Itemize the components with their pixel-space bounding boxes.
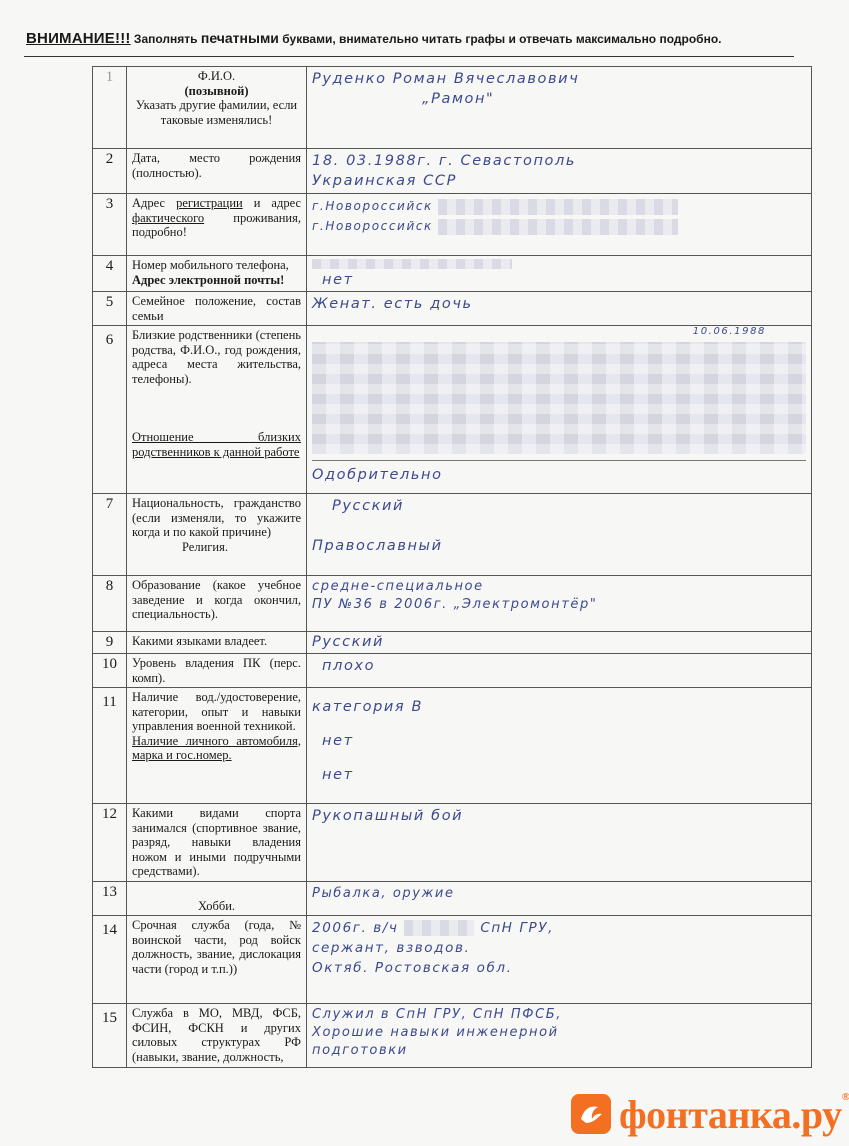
row-number: 3: [93, 194, 127, 256]
answer-line: Православный: [312, 538, 443, 554]
form-row: [93, 804, 812, 882]
label-line: Ф.И.О.: [197, 69, 236, 83]
row-answer: [307, 688, 812, 804]
row-label: [127, 194, 307, 256]
label-part: Адрес: [132, 196, 177, 210]
row-label: [127, 494, 307, 576]
answer-line: Руденко Роман Вячеславович: [312, 71, 580, 87]
answer-line: г.Новороссийск: [312, 219, 433, 233]
row-number: 5: [93, 292, 127, 326]
answer-line: 10.06.1988: [692, 326, 766, 337]
label-subline: Отношение близких родственников к данной работе: [132, 430, 301, 459]
answer-line: нет: [322, 272, 354, 288]
answer-line: ПУ №36 в 2006г. „Электромонтёр": [312, 597, 598, 612]
label-line: Указать другие фамилии, если таковые изменялись!: [135, 98, 298, 127]
form-row: [93, 882, 812, 916]
answer-line: Женат. есть дочь: [312, 296, 473, 312]
row-label: Семейное положение, состав семьи: [127, 292, 307, 326]
answer-line: Рукопашный бой: [312, 808, 464, 824]
attention-label: ВНИМАНИЕ!!!: [26, 30, 131, 47]
row-number: 11: [93, 688, 127, 804]
header-text-emphasis: печатными: [200, 30, 279, 46]
row-answer: [307, 916, 812, 1004]
answer-line: нет: [322, 733, 354, 749]
row-label: Какими языками владеет.: [127, 632, 307, 654]
label-line: Наличие личного автомобиля, марка и гос.номер.: [132, 733, 301, 762]
answer-line: Украинская ССР: [312, 173, 457, 189]
answer-line: нет: [322, 767, 354, 783]
row-number: 14: [93, 916, 127, 1004]
watermark-logo-text: [619, 1091, 849, 1138]
row-answer: [307, 654, 812, 688]
label-part: проживания, подробно!: [132, 210, 301, 239]
row-label: Какими видами спорта занимался (спортивное звание, разряд, навыки владения ножом и иными подручными средствами).: [127, 804, 307, 882]
form-row: [93, 632, 812, 654]
answer-line: Одобрительно: [312, 467, 443, 483]
logo-text: фонтанка.ру: [619, 1091, 842, 1137]
questionnaire-table: [92, 66, 812, 1068]
label-line: Близкие родственники (степень родства, Ф.И.О., год рождения, адреса места жительства, телефоны).: [132, 328, 301, 386]
form-row: [93, 916, 812, 1004]
form-row: [93, 194, 812, 256]
form-row: [93, 576, 812, 632]
row-number: 1: [93, 67, 127, 149]
fontanka-logo-icon: [571, 1094, 611, 1134]
answer-line: Служил в СпН ГРУ, СпН ПФСБ,: [312, 1007, 563, 1022]
form-row: [93, 1004, 812, 1068]
redacted-block: [438, 219, 678, 235]
header-rule: [24, 56, 794, 57]
header-text-1: Заполнять: [133, 32, 198, 46]
answer-line: категория В: [312, 699, 424, 715]
answer-line: средне-специальное: [312, 579, 484, 594]
row-number: 6: [93, 326, 127, 494]
row-number: 10: [93, 654, 127, 688]
answer-line: СпН ГРУ,: [480, 920, 555, 936]
form-row: [93, 149, 812, 194]
answer-line: Русский: [332, 498, 405, 514]
watermark-logo: [571, 1090, 849, 1138]
row-answer: [307, 1004, 812, 1068]
label-line: Наличие вод./удостоверение, категории, опыт и навыки управления военной техникой.: [132, 690, 301, 733]
row-number: 15: [93, 1004, 127, 1068]
row-answer: [307, 326, 812, 494]
row-answer: [307, 804, 812, 882]
row-number: 7: [93, 494, 127, 576]
header-text-2: буквами, внимательно читать графы и отвечать максимально подробно.: [282, 32, 722, 46]
answer-line: Рыбалка, оружие: [312, 886, 455, 901]
answer-line: сержант, взводов.: [312, 940, 471, 956]
form-row: [93, 654, 812, 688]
answer-line: подготовки: [312, 1043, 408, 1058]
form-row: [93, 688, 812, 804]
answer-line: плохо: [322, 658, 376, 674]
label-line: Адрес электронной почты!: [132, 272, 285, 287]
form-row: [93, 326, 812, 494]
row-answer: [307, 576, 812, 632]
row-label: Уровень владения ПК (перс. комп).: [127, 654, 307, 688]
row-answer: [307, 882, 812, 916]
form-row: [93, 494, 812, 576]
row-answer: [307, 194, 812, 256]
label-line: Религия.: [182, 539, 228, 554]
answer-line: Хорошие навыки инженерной: [312, 1025, 559, 1040]
redacted-block: [312, 259, 512, 269]
answer-line: 2006г. в/ч: [312, 920, 399, 936]
row-number: 8: [93, 576, 127, 632]
row-label: [127, 326, 307, 494]
row-number: 12: [93, 804, 127, 882]
row-number: 13: [93, 882, 127, 916]
row-label: [127, 256, 307, 292]
row-label: Служба в МО, МВД, ФСБ, ФСИН, ФСКН и других силовых структурах РФ (навыки, звание, должность,: [127, 1004, 307, 1068]
row-answer: [307, 256, 812, 292]
row-number: 9: [93, 632, 127, 654]
row-number: 2: [93, 149, 127, 194]
redacted-block: [438, 199, 678, 215]
row-answer: [307, 292, 812, 326]
label-line: (позывной): [184, 83, 249, 98]
row-label: Срочная служба (года, № воинской части, род войск должность, звание, дислокация части (город и т.п.)): [127, 916, 307, 1004]
row-label: Дата, место рождения (полностью).: [127, 149, 307, 194]
row-number: 4: [93, 256, 127, 292]
answer-line: Октяб. Ростовская обл.: [312, 960, 513, 976]
answer-line: г.Новороссийск: [312, 199, 433, 213]
row-label: [127, 67, 307, 149]
redacted-block: [312, 342, 806, 454]
redacted-block: [404, 920, 474, 936]
label-part: регистрации: [176, 196, 243, 210]
answer-line: Русский: [312, 634, 385, 650]
label-line: Номер мобильного телефона,: [132, 258, 289, 272]
logo-trademark: ®: [841, 1090, 849, 1103]
label-part: и адрес: [242, 196, 301, 210]
form-row: [93, 292, 812, 326]
page-header: [26, 30, 806, 47]
row-answer: [307, 149, 812, 194]
form-row: [93, 256, 812, 292]
label-part: фактического: [132, 210, 205, 225]
form-row: [93, 67, 812, 149]
answer-line: 18. 03.1988г. г. Севастополь: [312, 153, 577, 169]
row-answer: [307, 494, 812, 576]
row-label: [127, 688, 307, 804]
answer-line: „Рамон": [422, 91, 495, 107]
row-label: Образование (какое учебное заведение и когда окончил, специальность).: [127, 576, 307, 632]
label-line: Национальность, гражданство (если изменяли, то укажите когда и по какой причине): [132, 496, 301, 539]
row-label: Хобби.: [127, 882, 307, 916]
row-answer: [307, 67, 812, 149]
row-answer: [307, 632, 812, 654]
answer-rule: [312, 460, 806, 461]
